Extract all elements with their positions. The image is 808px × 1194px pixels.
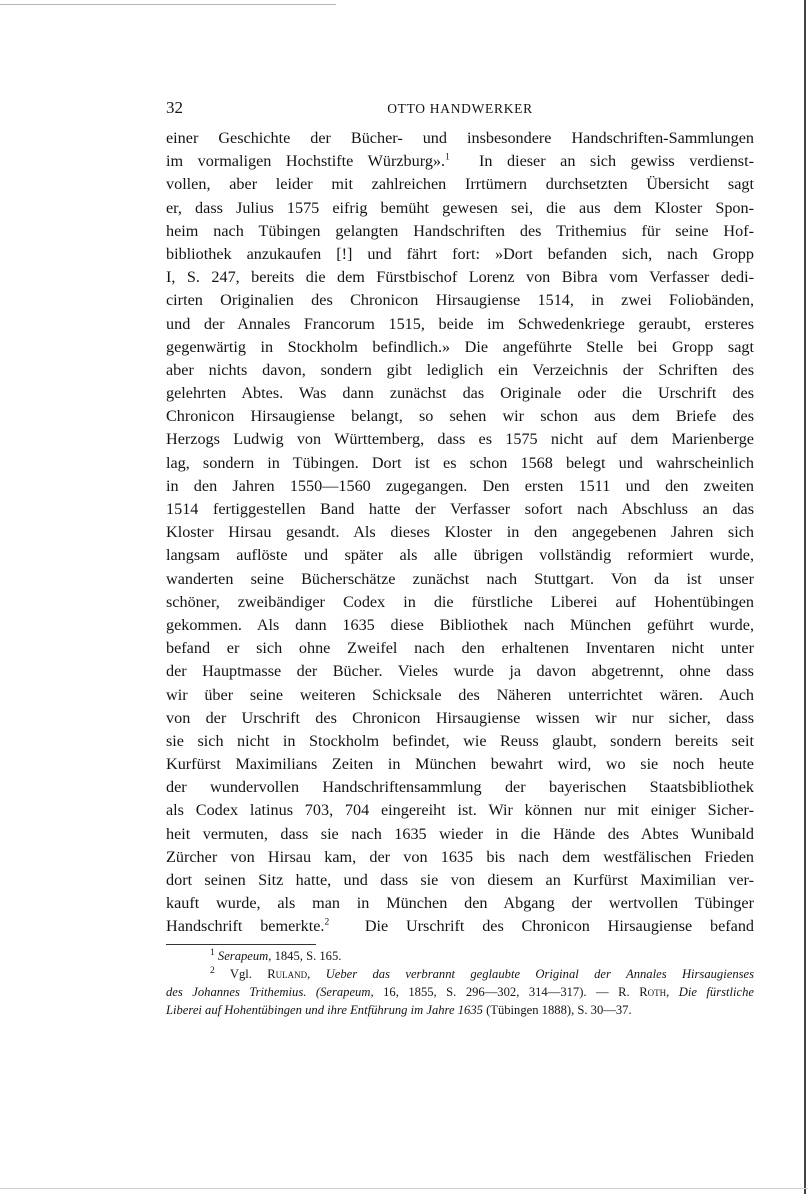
body-line: gelehrten Abtes. Was dann zunächst das Originale oder die Urschrift des xyxy=(166,384,754,403)
body-line: Kurfürst Maximilians Zeiten in München bewahrt wird, wo sie noch heute xyxy=(166,755,754,774)
page-header xyxy=(166,98,754,124)
body-line: in den Jahren 1550—1560 zugegangen. Den ersten 1511 und den zweiten xyxy=(166,476,754,495)
body-line-text: Handschrift bemerkte. xyxy=(166,917,325,936)
body-line-text: im vormaligen Hochstifte Würzburg». xyxy=(166,152,446,171)
body-line: Kloster Hirsau gesandt. Als dieses Kloster in den angegebenen Jahren sich xyxy=(166,523,754,542)
footnote-2-ref: 16, 1855, S. 296—302, 314—317). — xyxy=(383,984,609,999)
body-line: gekommen. Als dann 1635 diese Bibliothek nach München geführt wurde, xyxy=(166,615,754,634)
body-line: heit vermuten, dass sie nach 1635 wieder in die Hände des Abtes Wunibald xyxy=(166,824,754,843)
footnote-1 xyxy=(166,947,754,965)
body-line: als Codex latinus 703, 704 eingereiht ist. Wir können nur mit einiger Sicher- xyxy=(166,801,754,820)
footnote-1-text: 1845, S. 165. xyxy=(274,948,342,963)
body-line: gegenwärtig in Stockholm befindlich.» Die angeführte Stelle bei Gropp sagt xyxy=(166,337,754,356)
body-line: Zürcher von Hirsau kam, der von 1635 bis nach dem westfälischen Frieden xyxy=(166,847,754,866)
scan-right-edge xyxy=(804,0,806,1194)
footnote-2-title2-b: Liberei auf Hohentübingen und ihre Entführung im Jahre 1635 xyxy=(166,1002,483,1017)
footnote-2-marker: 2 xyxy=(210,965,215,976)
footnote-2-end: (Tübingen 1888), S. 30—37. xyxy=(486,1002,632,1017)
body-line: langsam auflöste und später als alle übrigen vollständig reformiert wurde, xyxy=(166,546,754,565)
footnote-marker: 2 xyxy=(324,917,330,928)
body-line: befand er sich ohne Zweifel nach den erhaltenen Inventaren nicht unter xyxy=(166,639,754,658)
body-line: Herzogs Ludwig von Württemberg, dass es 1575 nicht auf dem Marienberge xyxy=(166,430,754,449)
running-head: OTTO HANDWERKER xyxy=(387,101,533,116)
body-text xyxy=(166,127,754,939)
body-line: vollen, aber leider mit zahlreichen Irrtümern durchsetzten Übersicht sagt xyxy=(166,175,754,194)
scan-bottom-rule xyxy=(0,1188,808,1189)
body-line: und der Annales Francorum 1515, beide im Schwedenkriege geraubt, ersteres xyxy=(166,314,754,333)
body-line: dort seinen Sitz hatte, und dass sie von diesem an Kurfürst Maximilian ver- xyxy=(166,871,754,889)
footnote-2-title2-a: Die fürstliche xyxy=(678,984,754,999)
body-line: aber nichts davon, sondern gibt lediglich ein Verzeichnis der Schriften des xyxy=(166,360,754,379)
footnotes xyxy=(166,947,754,1019)
body-line: cirten Originalien des Chronicon Hirsaugiense 1514, in zwei Foliobänden, xyxy=(166,291,754,310)
body-line xyxy=(166,150,754,173)
body-line: Chronicon Hirsaugiense belangt, so sehen wir schon aus dem Briefe des xyxy=(166,407,754,426)
footnote-2-line-2 xyxy=(166,983,754,1001)
body-line: I, S. 247, bereits die dem Fürstbischof Lorenz von Bibra vom Verfasser dedi- xyxy=(166,268,754,287)
scan-top-rule xyxy=(0,4,336,5)
body-line: 1514 fertiggestellen Band hatte der Verfasser sofort nach Abschluss an das xyxy=(166,500,754,518)
body-line: bibliothek anzukaufen [!] und fährt fort: »Dort befanden sich, nach Gropp xyxy=(166,244,754,263)
body-line: lag, sondern in Tübingen. Dort ist es schon 1568 belegt und wahrscheinlich xyxy=(166,453,754,472)
footnote-2-line-1 xyxy=(166,965,754,983)
book-page xyxy=(166,98,754,1019)
footnote-1-title: Serapeum, xyxy=(217,948,272,963)
footnote-2-journal: (Serapeum, xyxy=(315,984,374,999)
body-line: er, dass Julius 1575 eifrig bemüht gewesen sei, die aus dem Kloster Spon- xyxy=(166,198,754,217)
footnote-separator xyxy=(166,944,316,945)
body-line-tail: Die Urschrift des Chronicon Hirsaugiense befand xyxy=(364,917,755,936)
footnote-2-author2: R. Roth, xyxy=(618,984,670,999)
body-line: der wundervollen Handschriftensammlung der bayerischen Staatsbibliothek xyxy=(166,778,754,797)
body-line: sie sich nicht in Stockholm befindet, wie Reuss glaubt, sondern bereits seit xyxy=(166,731,754,750)
body-line: einer Geschichte der Bücher- und insbesondere Handschriften-Sammlungen xyxy=(166,129,754,147)
body-line-tail: In dieser an sich gewiss verdienst- xyxy=(478,152,754,171)
body-line: der Hauptmasse der Bücher. Vieles wurde ja davon abgetrennt, ohne dass xyxy=(166,662,754,681)
footnote-2-line-3 xyxy=(166,1001,754,1019)
footnote-2-vgl: Vgl. xyxy=(229,966,252,981)
body-line: heim nach Tübingen gelangten Handschriften des Trithemius für seine Hof- xyxy=(166,221,754,240)
body-line xyxy=(166,915,754,938)
body-line: wanderten seine Bücherschätze zunächst nach Stuttgart. Von da ist unser xyxy=(166,569,754,588)
footnote-marker: 1 xyxy=(445,152,450,163)
body-line: schöner, zweibändiger Codex in die fürstliche Liberei auf Hohentübingen xyxy=(166,592,754,611)
footnote-2-author: Ruland, xyxy=(267,966,311,981)
footnote-1-marker: 1 xyxy=(210,947,215,958)
page-number: 32 xyxy=(166,98,183,117)
body-line: von der Urschrift des Chronicon Hirsaugiense wissen wir nur sicher, dass xyxy=(166,708,754,727)
body-line: kauft wurde, als man in München den Abgang der wertvollen Tübinger xyxy=(166,894,754,913)
footnote-2-title-a: Ueber das verbrannt geglaubte Original der Annales Hirsaugienses xyxy=(325,966,755,981)
footnote-2-title-b: des Johannes Trithemius. xyxy=(166,984,307,999)
body-line: wir über seine weiteren Schicksale des Näheren unterrichtet wären. Auch xyxy=(166,685,754,704)
